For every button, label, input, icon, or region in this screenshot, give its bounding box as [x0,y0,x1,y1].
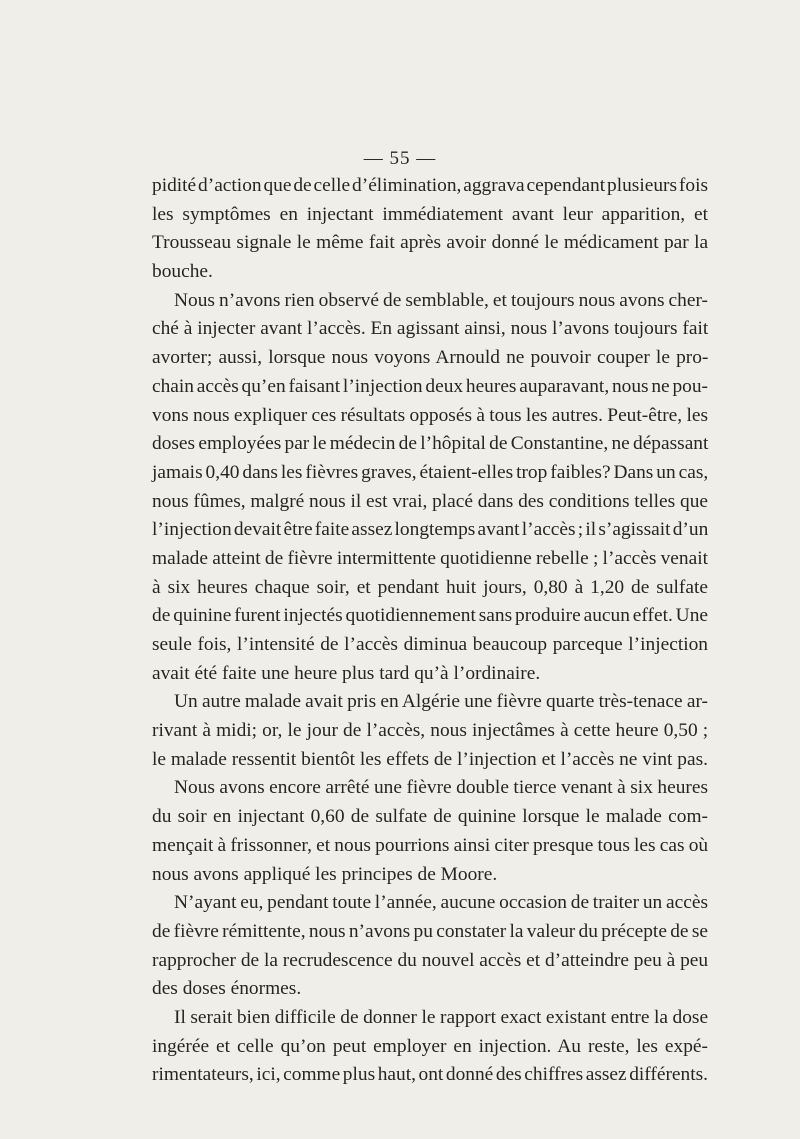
text-line: rimentateurs, ici, comme plus haut, ont donné des chiffres assez différents. [152,1064,708,1086]
text-line: Nous avons encore arrêté une fièvre double tierce venant à six heures [174,777,708,799]
text-line: Trousseau signale le même fait après avoir donné le médicament par la [152,232,709,254]
text-line: Un autre malade avait pris en Algérie une fièvre quarte très-tenace ar- [174,691,708,713]
text-line: de fièvre rémittente, nous n’avons pu constater la valeur du précepte de se [152,920,708,942]
text-line: Il serait bien difficile de donner le rapport exact existant entre la dose [174,1006,709,1028]
text-line: l’injection devait être faite assez longtemps avant l’accès ; il s’agissait d’un [152,519,709,541]
text-line: doses employées par le médecin de l’hôpital de Constantine, ne dépassant [152,433,709,455]
text-line: avorter; aussi, lorsque nous voyons Arnould ne pouvoir couper le pro- [152,347,709,369]
text-line: chain accès qu’en faisant l’injection deux heures auparavant, nous ne pou- [152,375,708,397]
text-line: Nous n’avons rien observé de semblable, et toujours nous avons cher- [174,289,708,311]
text-line: malade atteint de fièvre intermittente quotidienne rebelle ; l’accès venait [152,547,708,569]
text-line: à six heures chaque soir, et pendant huit jours, 0,80 à 1,20 de sulfate [152,576,708,598]
text-line: ché à injecter avant l’accès. En agissant ainsi, nous l’avons toujours fait [152,318,709,340]
body-text [152,172,708,1090]
text-line: bouche. [152,261,213,283]
text-line: rapprocher de la recrudescence du nouvel accès et d’atteindre peu à peu [152,949,709,971]
text-line: de quinine furent injectés quotidiennement sans produire aucun effet. Une [152,605,708,627]
text-line: des doses énormes. [152,978,302,1000]
text-line: ingérée et celle qu’on peut employer en injection. Au reste, les expé- [152,1035,708,1057]
text-line: du soir en injectant 0,60 de sulfate de quinine lorsque le malade com- [152,806,708,828]
page-number: — 55 — [363,148,437,169]
text-line: nous avons appliqué les principes de Moore. [152,863,498,885]
text-line: N’ayant eu, pendant toute l’année, aucune occasion de traiter un accès [174,892,708,914]
text-line: seule fois, l’intensité de l’accès diminua beaucoup parceque l’injection [152,634,708,655]
text-line: mençait à frissonner, et nous pourrions ainsi citer presque tous les cas où [152,834,709,856]
text-line: avait été faite une heure plus tard qu’à l’ordinaire. [152,662,541,684]
text-line: jamais 0,40 dans les fièvres graves, étaient-elles trop faibles? Dans un cas, [152,461,709,483]
text-line: vons nous expliquer ces résultats opposés à tous les autres. Peut-être, les [152,404,708,426]
text-line: pidité d’action que de celle d’élimination, aggrava cependant plusieurs fois [152,175,708,196]
text-line: rivant à midi; or, le jour de l’accès, nous injectâmes à cette heure 0,50 ; [152,720,709,742]
text-line: nous fûmes, malgré nous il est vrai, placé dans des conditions telles que [152,490,708,512]
text-line: le malade ressentit bientôt les effets de l’injection et l’accès ne vint pas. [152,748,708,770]
text-line: les symptômes en injectant immédiatement avant leur apparition, et [152,203,708,225]
